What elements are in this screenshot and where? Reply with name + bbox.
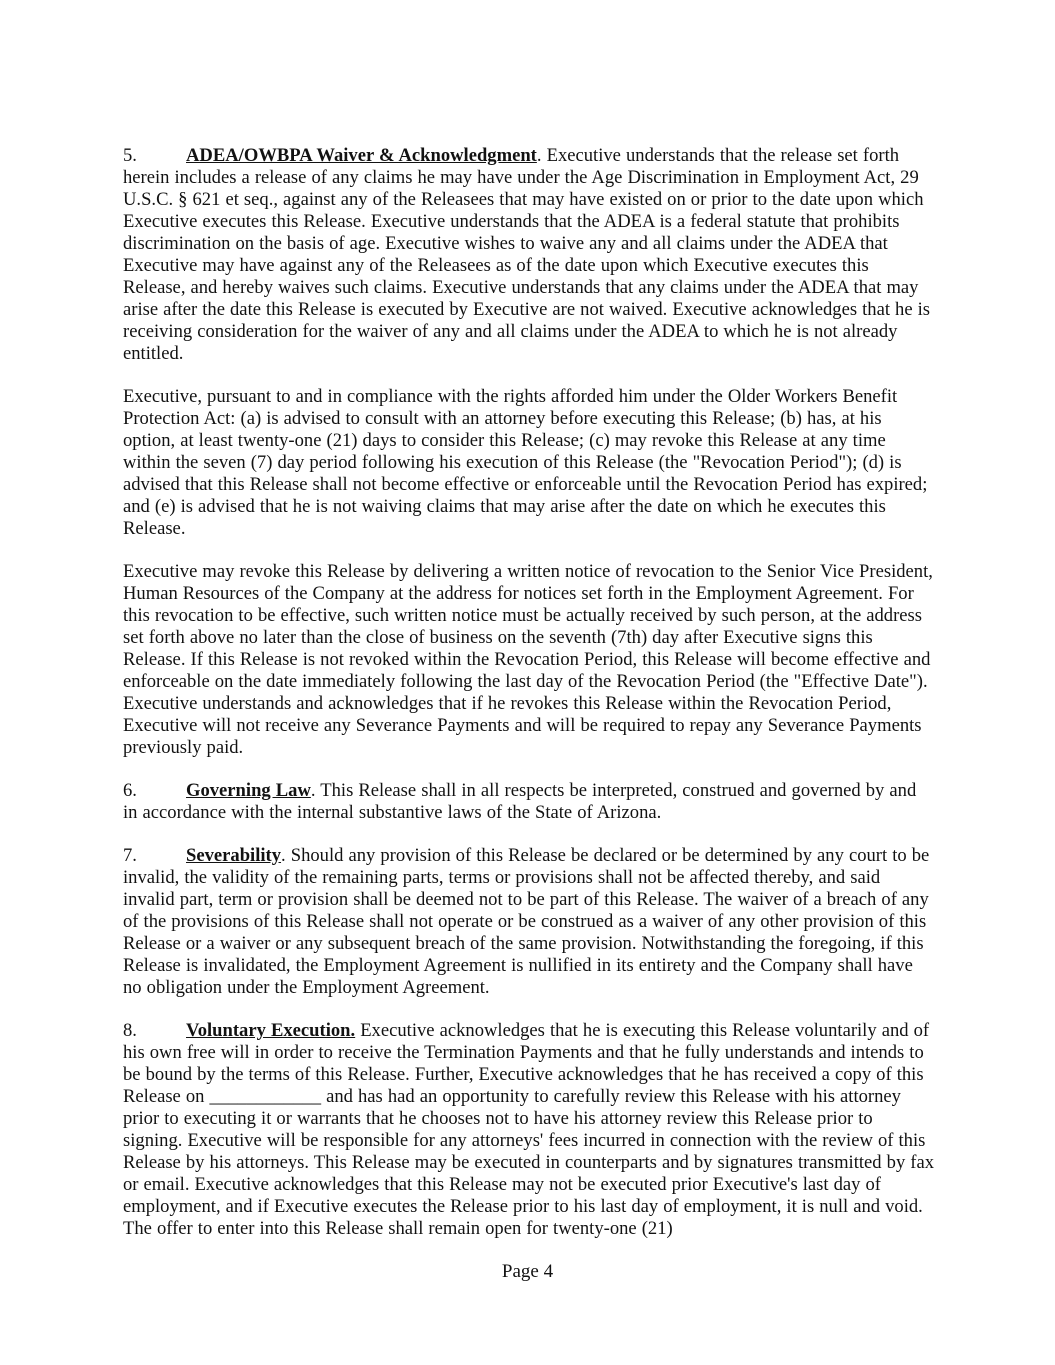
- paragraph-text: Executive acknowledges that he is executing this Release voluntarily and of his own free will in order to receive the Termination Payments and that he fully understands and intends to be bound by the terms of this Release. Further, Executive acknowledges that he has received a copy of this Release on ____________ and has had an opportunity to carefully review this Release with his attorney prior to executing it or warrants that he chooses not to have his attorney review this Release prior to signing. Executive will be responsible for any attorneys' fees incurred in connection with the review of this Release by his attorneys. This Release may be executed in counterparts and by signatures transmitted by fax or email. Executive acknowledges that this Release may not be executed prior Executive's last day of employment, and if Executive executes the Release prior to his last day of employment, it is null and void. The offer to enter into this Release shall remain open for twenty-one (21): [123, 1020, 935, 1239]
- paragraph-text: Executive, pursuant to and in compliance with the rights afforded him under the Older Workers Benefit Protection Act: (a) is advised to consult with an attorney before executing this Release; (b) has, at his option, at least twenty-one (21) days to consider this Release; (c) may revoke this Release at any time within the seven (7) day period following his execution of this Release (the "Revocation Period"); (d) is advised that this Release shall not become effective or enforceable until the Revocation Period has expired; and (e) is advised that he is not waiving claims that may arise after the date on which he executes this Release.: [123, 386, 928, 539]
- paragraph-governing-law: [123, 780, 935, 824]
- document-body: [123, 145, 935, 1261]
- paragraph-text: Executive may revoke this Release by delivering a written notice of revocation to the Senior Vice President, Human Resources of the Company at the address for notices set forth in the Employment Agreement. For this revocation to be effective, such written notice must be actually received by such person, at the address set forth above no later than the close of business on the seventh (7th) day after Executive signs this Release. If this Release is not revoked within the Revocation Period, this Release will become effective and enforceable on the date immediately following the last day of the Revocation Period (the "Effective Date"). Executive understands and acknowledges that if he revokes this Release within the Revocation Period, Executive will not receive any Severance Payments and will be required to repay any Severance Payments previously paid.: [123, 561, 933, 758]
- paragraph-text: . Executive understands that the release set forth herein includes a release of any claims he may have under the Age Discrimination in Employment Act, 29 U.S.C. § 621 et seq., against any of the Releasees that may have existed on or prior to the date upon which Executive executes this Release. Executive understands that the ADEA is a federal statute that prohibits discrimination on the basis of age. Executive wishes to waive any and all claims under the ADEA that Executive may have against any of the Releasees as of the date upon which Executive executes this Release, and hereby waives such claims. Executive understands that any claims under the ADEA that may arise after the date this Release is executed by Executive are not waived. Executive acknowledges that he is receiving consideration for the waiver of any and all claims under the ADEA to which he is not already entitled.: [123, 145, 931, 364]
- page-number-footer: Page 4: [501, 1261, 554, 1282]
- paragraph-heading: Governing Law: [186, 780, 311, 801]
- paragraph-text: . Should any provision of this Release be declared or be determined by any court to be invalid, the validity of the remaining parts, terms or provisions shall not be affected thereby, and said invalid part, term or provision shall be deemed not to be part of this Release. The waiver of a breach of any of the provisions of this Release shall not operate or be construed as a waiver of any other provision of this Release or a waiver or any subsequent breach of the same provision. Notwithstanding the foregoing, if this Release is invalidated, the Employment Agreement is nullified in its entirety and the Company shall have no obligation under the Employment Agreement.: [123, 845, 930, 998]
- paragraph-number: 5.: [123, 145, 137, 166]
- paragraph-number: 8.: [123, 1020, 137, 1041]
- paragraph-voluntary-execution: [123, 1020, 935, 1240]
- paragraph-revocation: [123, 561, 935, 759]
- paragraph-text: . This Release shall in all respects be interpreted, construed and governed by and in accordance with the internal substantive laws of the State of Arizona.: [123, 780, 917, 823]
- paragraph-heading: Voluntary Execution.: [186, 1020, 356, 1041]
- paragraph-severability: [123, 845, 935, 999]
- paragraph-adea-owbpa-waiver: [123, 145, 935, 365]
- paragraph-heading: Severability: [186, 845, 282, 866]
- paragraph-number: 6.: [123, 780, 137, 801]
- paragraph-heading: ADEA/OWBPA Waiver & Acknowledgment: [186, 145, 537, 166]
- paragraph-number: 7.: [123, 845, 137, 866]
- paragraph-owbpa-rights: [123, 386, 935, 540]
